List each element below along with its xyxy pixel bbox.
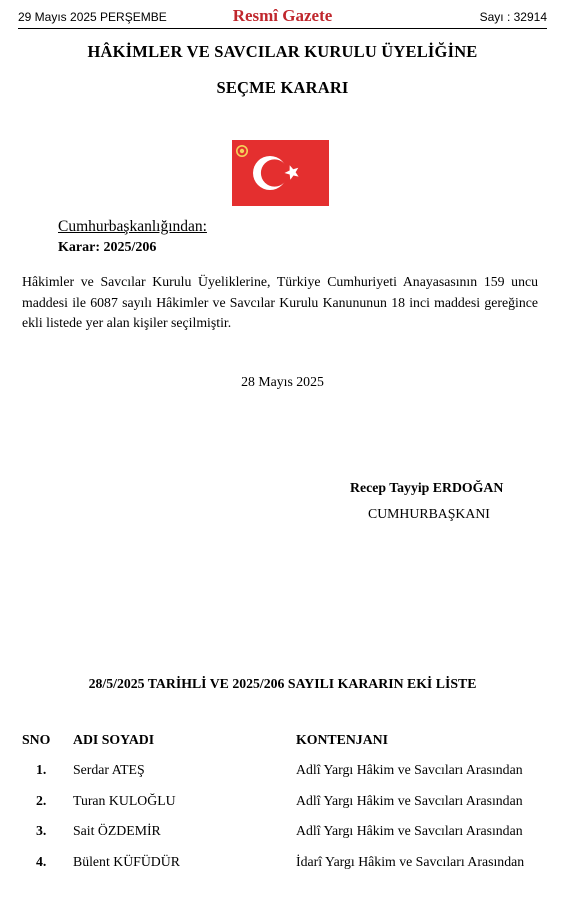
document-title-line1: HÂKİMLER VE SAVCILAR KURULU ÜYELİĞİNE: [87, 42, 478, 61]
member-name: Turan KULOĞLU: [73, 793, 176, 808]
table-row: [0, 762, 565, 782]
signer-title: CUMHURBAŞKANI: [368, 506, 490, 521]
decision-body: Hâkimler ve Savcılar Kurulu Üyeliklerine, Türkiye Cumhuriyeti Anayasasının 159 uncu maddesi ile 6087 sayılı Hâkimler ve Savcılar Kurulu Kanununun 18 inci maddesi gereğince ekli listede yer alan kişiler seçilmiştir.: [22, 274, 538, 330]
row-number: 2.: [36, 793, 47, 808]
member-name: Bülent KÜFÜDÜR: [73, 854, 180, 869]
signer-name: Recep Tayyip ERDOĞAN: [350, 480, 504, 495]
presidential-flag-icon: [232, 140, 329, 206]
issue-number: Sayı : 32914: [479, 10, 547, 24]
decision-number: Karar: 2025/206: [58, 240, 157, 255]
column-header-name: ADI SOYADI: [73, 732, 155, 747]
column-header-quota: KONTENJANI: [296, 732, 388, 747]
row-number: 3.: [36, 823, 47, 838]
member-quota: İdarî Yargı Hâkim ve Savcıları Arasından: [296, 854, 525, 869]
column-header-sno: SNO: [22, 732, 51, 747]
table-row: [0, 793, 565, 813]
member-name: Serdar ATEŞ: [73, 762, 145, 777]
issuing-authority: Cumhurbaşkanlığından:: [58, 218, 207, 235]
member-quota: Adlî Yargı Hâkim ve Savcıları Arasından: [296, 793, 523, 808]
gazette-header: [18, 6, 547, 29]
gazette-name: Resmî Gazete: [232, 6, 333, 25]
member-name: Sait ÖZDEMİR: [73, 823, 161, 838]
decision-date: 28 Mayıs 2025: [241, 374, 324, 389]
header-date: 29 Mayıs 2025 PERŞEMBE: [18, 10, 167, 24]
annex-title: 28/5/2025 TARİHLİ VE 2025/206 SAYILI KARARIN EKİ LİSTE: [88, 676, 477, 691]
table-row: [0, 854, 565, 874]
row-number: 4.: [36, 854, 47, 869]
document-title-line2: SEÇME KARARI: [216, 78, 349, 97]
member-quota: Adlî Yargı Hâkim ve Savcıları Arasından: [296, 762, 523, 777]
row-number: 1.: [36, 762, 47, 777]
member-quota: Adlî Yargı Hâkim ve Savcıları Arasından: [296, 823, 523, 838]
table-row: [0, 823, 565, 843]
